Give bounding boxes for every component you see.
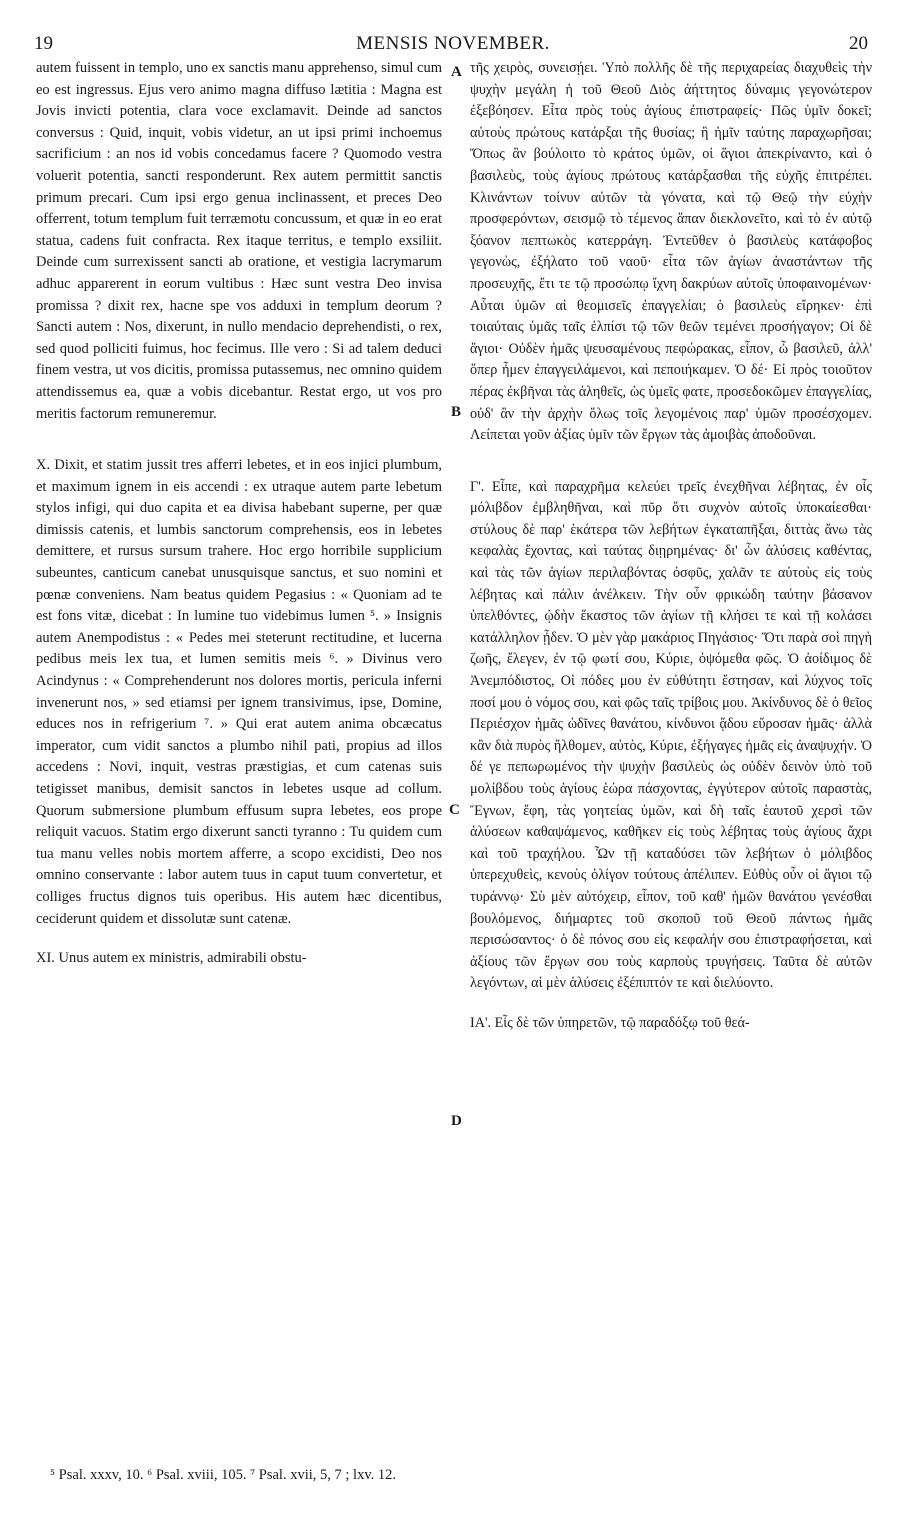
greek-paragraph-3: ΙΑ'. Εἷς δὲ τῶν ὑπηρετῶν, τῷ παραδόξῳ τοῦ θεά- [470, 1014, 750, 1031]
section-marker-d: D [451, 1113, 462, 1129]
latin-paragraph-3: XI. Unus autem ex ministris, admirabili obstu- [36, 950, 307, 967]
latin-column [36, 58, 442, 970]
greek-paragraph-2: Γ'. Εἶπε, καὶ παραχρῆμα κελεύει τρεῖς ἐνεχθῆναι λέβητας, ἐν οἷς μόλιβδον ἐμβληθῆναι, καὶ πῦρ ὅτι συχνὸν αὐτοῖς ὑποκαίεσθαι· στύλους δὲ παρ' ἑκάτερα τῶν λεβήτων ἐγκαταπῆξαι, διττὰς ἄνω τὰς κεφαλὰς ἔχοντας, καὶ ταύτας διῃρημένας· δι' ὧν ἁλύσεις καθέντας, καὶ τὰς τῶν ἁγίων περιλαβόντας ὀσφῦς, χαλᾶν τε αὐτοὺς εἰς τοὺς λέβητας καὶ πάλιν ἀνέλκειν. Τὴν οὖν φρικώδη ταύτην βάσανον ὑπελθόντες, ᾠδὴν ἕκαστος τῶν ἁγίων τῇ κλήσει τε καὶ τῇ κολάσει κατάλληλον ᾖδεν. Ὁ μὲν γὰρ μακάριος Πηγάσιος· Ὅτι παρὰ σοὶ πηγὴ ζωῆς, ἔλεγεν, ἐν τῷ φωτί σου, Κύριε, ὀψόμεθα φῶς. Ὁ ἀοίδιμος δὲ Ἀνεμπόδιστος, Οἱ πόδες μου ἐν εὐθύτητι ἔστησαν, καὶ λύχνος τοῖς ποσί μου ὁ νόμος σου, καὶ φῶς ταῖς τρίβοις μου. Ἀκίνδυνος δὲ ὁ θεῖος Περιέσχον ἡμᾶς ὠδῖνες θανάτου, κίνδυνοι ᾅδου εὕροσαν ἡμᾶς· ἀλλὰ κἂν διὰ πυρὸς ἤλθομεν, αὐτὸς, Κύριε, ἐξήγαγες ἡμᾶς εἰς ἀναψυχήν. Ὁ δέ γε πεπωρωμένος τὴν ψυχὴν βασιλεὺς ὡς οὐδὲν δεινὸν ὑπὸ τοῦ μολίβδου τοὺς ἁγίους ἑώρα πάσχοντας, ἐγγύτερον αὐτοῖς παραστὰς, Ἔγνων, ἔφη, τὰς γοητείας ὑμῶν, καὶ δὴ ταῖς ἑαυτοῦ χερσὶ τῶν ἁλύσεων καθαψάμενος, καθῆκεν εἰς τοὺς λέβητας τοὺς ἁγίους ἄχρι καὶ τοῦ τραχήλου. Ὧν τῇ καταδύσει τῶν λεβήτων ὁ μόλιβδος ὑπερεχυθεὶς, κενοὺς ὀλίγον τούτους ἀπέλιπεν. Εὐθὺς οὖν οἱ ἅγιοι τῷ τυράννῳ· Σὺ μὲν αὐτόχειρ, εἶπον, τοῦ καθ' ἡμῶν θανάτου γενέσθαι βουλόμενος, διήμαρτες τοῦ σκοποῦ τοῦ Θεοῦ πάντως ἡμᾶς περισώσαντος· ὁ δὲ πόνος σου εἰς κεφαλήν σου ἐπιστραφήσεται, καὶ ἀξίους τῶν ἔργων σου τοὺς καρποὺς τρυγήσεις. Ταῦτα δὲ αὐτῶν λεγόντων, αἱ μὲν ἁλύσεις ἐξέπιπτόν τε καὶ διελύοντο. [470, 478, 872, 992]
latin-paragraph-2: X. Dixit, et statim jussit tres afferri lebetes, et in eos injici plumbum, et maximum ignem in eis accendi : ex utraque autem parte lebetum stylos infigi, qui duo capita et ea divisa habebant superne, per quæ dimissis catenis, et lumbis sanctorum comprehensis, eos in lebetes demittere, et rursus sursum trahere. Hoc ergo horribile supplicium subeuntes, canticum canebat unusquisque sanctus, et suo nomini et pœnæ conveniens. Nam beatus quidem Pegasius : « Quoniam ad te est fons vitæ, dicebat : In lumine tuo videbimus lumen ⁵. » Insignis autem Anempodistus : « Pedes mei steterunt rectitudine, et lucerna pedibus meis lex tua, et lumen semitis meis ⁶. » Divinus vero Acindynus : « Comprehenderunt nos dolores mortis, pericula inferni invenerunt nos, » sed etiamsi per ignem transivimus, ipse, Domine, educes nos in refrigerium ⁷. » Qui erat autem anima obcæcatus imperator, cum vidit sanctos a plumbo nihil pati, propius ad illos accedens : Novi, inquit, vestras præstigias, et cum catenas suis tetigisset manibus, demisit sanctos in lebetes usque ad collum. Quorum submersione plumbum effusum supra lebetes, eos prope reliquit vacuos. Statim ergo dixerunt sancti tyranno : Tu quidem cum tua manu velles nobis mortem afferre, a scopo excidisti, Deo nos omnino conservante : labor autem tuus in caput tuum convertetur, et colliges fructus dignos tuis operibus. His autem hæc dicentibus, ceciderunt quidem et dissolutæ sunt catenæ. [36, 457, 442, 927]
footnotes: ⁵ Psal. xxxv, 10. ⁶ Psal. xviii, 105. ⁷ Psal. xvii, 5, 7 ; lxv. 12. [50, 1467, 396, 1483]
section-marker-c: C [449, 802, 460, 818]
right-page-number: 20 [849, 33, 868, 54]
greek-column [470, 58, 872, 1035]
latin-paragraph-1: autem fuissent in templo, uno ex sanctis manu apprehenso, simul cum eo est ingressus. Ejus vero animo magna diffuso lætitia : Magna est Jovis invicti potentia, clara voce exclamavit. Deinde ad sanctos conversus : Quid, inquit, vobis videtur, an ut ipsi primi inchoemus sacrificium : an nos id vobis concedamus facere ? Quomodo vestra voluerit potentia, sancti responderunt. Rex autem permittit sanctis primum precari. Cum ipsi ergo genua inclinassent, et preces Deo offerrent, totum templum fuit terræmotu concussum, et quæ in eo erat statua, cadens fuit confracta. Rex itaque territus, e templo exsiliit. Deinde cum surrexissent sancti ab oratione, et vestigia lacrymarum adhuc apparerent in eorum vultibus : Hæc sunt vestra Deo invisa promissa ? dixit rex, hacne spe vos adduxi in templum deorum ? Sancti autem : Nos, dixerunt, in nullo mendacio deprehendisti, o rex, sed quod polliciti fuimus, hoc fecimus. Ille vero : Si ad talem deduci finem vestra, ut vos dicitis, promissa putassemus, nec omnino quidem attendissemus ea, quæ a vobis dicebantur. Restat ergo, ut vos pro meritis factorum remuneremur. [36, 60, 442, 422]
section-marker-a: A [451, 64, 462, 80]
left-page-number: 19 [34, 33, 53, 54]
greek-paragraph-1: τῆς χειρὸς, συνεισῄει. Ὑπὸ πολλῆς δὲ τῆς περιχαρείας διαχυθεὶς τὴν ψυχὴν μεγάλη ἡ τοῦ Θεοῦ Διὸς ἀήττητος δύναμις γεγονώτερον ἐξεβόησεν. Εἶτα πρὸς τοὺς ἁγίους ἐπιστραφείς· Πῶς ὑμῖν δοκεῖ; αὐτοὺς πρώτους κατάρξαι τῆς θυσίας; ἢ ἡμῖν ταύτης παραχωρῆσαι; Ὅπως ἂν βούλοιτο τὸ κράτος ὑμῶν, οἱ ἅγιοι ἀπεκρίναντο, καὶ ὁ βασιλεὺς, τοὺς ἁγίους πρώτους κατάρξασθαι τῆς εὐχῆς ἐπιτρέπει. Κλινάντων τοίνυν αὐτῶν τὰ γόνατα, καὶ τῷ Θεῷ τὴν εὐχὴν προσφερόντων, σεισμῷ τὸ τέμενος ἅπαν διεκλονεῖτο, καὶ τὸ ἐν αὐτῷ ξόανον πεπτωκὸς κατερράγη. Ἐντεῦθεν ὁ βασιλεὺς κατάφοβος γεγονὼς, ἐξήλατο τοῦ ναοῦ· εἶτα τῶν ἁγίων ἀναστάντων τῆς προσευχῆς, ἔτι τε τῷ προσώπῳ ἴχνη δακρύων αὐτοῖς ὑποφαινομένων· Αὗται ὑμῶν αἱ θεομισεῖς ἐπαγγελίαι; ὁ βασιλεὺς εἴρηκεν· ἐπὶ τοιαύταις ὑμᾶς ταῖς ἐλπίσι τῷ τῶν θεῶν τεμένει προσήγαγον; Οἱ δὲ ἅγιοι· Οὐδὲν ἡμᾶς ψευσαμένους πεφώρακας, εἶπον, ὦ βασιλεῦ, ἀλλ' ὅπερ ἦμεν ἐπαγγειλάμενοι, καὶ πεποιήκαμεν. Ὁ δέ· Εἰ πρὸς τοιοῦτον πέρας ἐκβῆναι τὰς ἀληθεῖς, ὡς ὑμεῖς φατε, προσεδοκῶμεν ἐπαγγελίας, οὐδ' ἂν τὴν ἀρχὴν ὅλως τοῖς λεγομένοις παρ' ὑμῶν προσέσχομεν. Λείπεται γοῦν ἀξίας ὑμῖν τῶν ἔργων τὰς ἀμοιβὰς ἀποδοῦναι. [470, 60, 872, 444]
section-marker-b: B [451, 404, 462, 420]
running-title: MENSIS NOVEMBER. [356, 33, 550, 54]
